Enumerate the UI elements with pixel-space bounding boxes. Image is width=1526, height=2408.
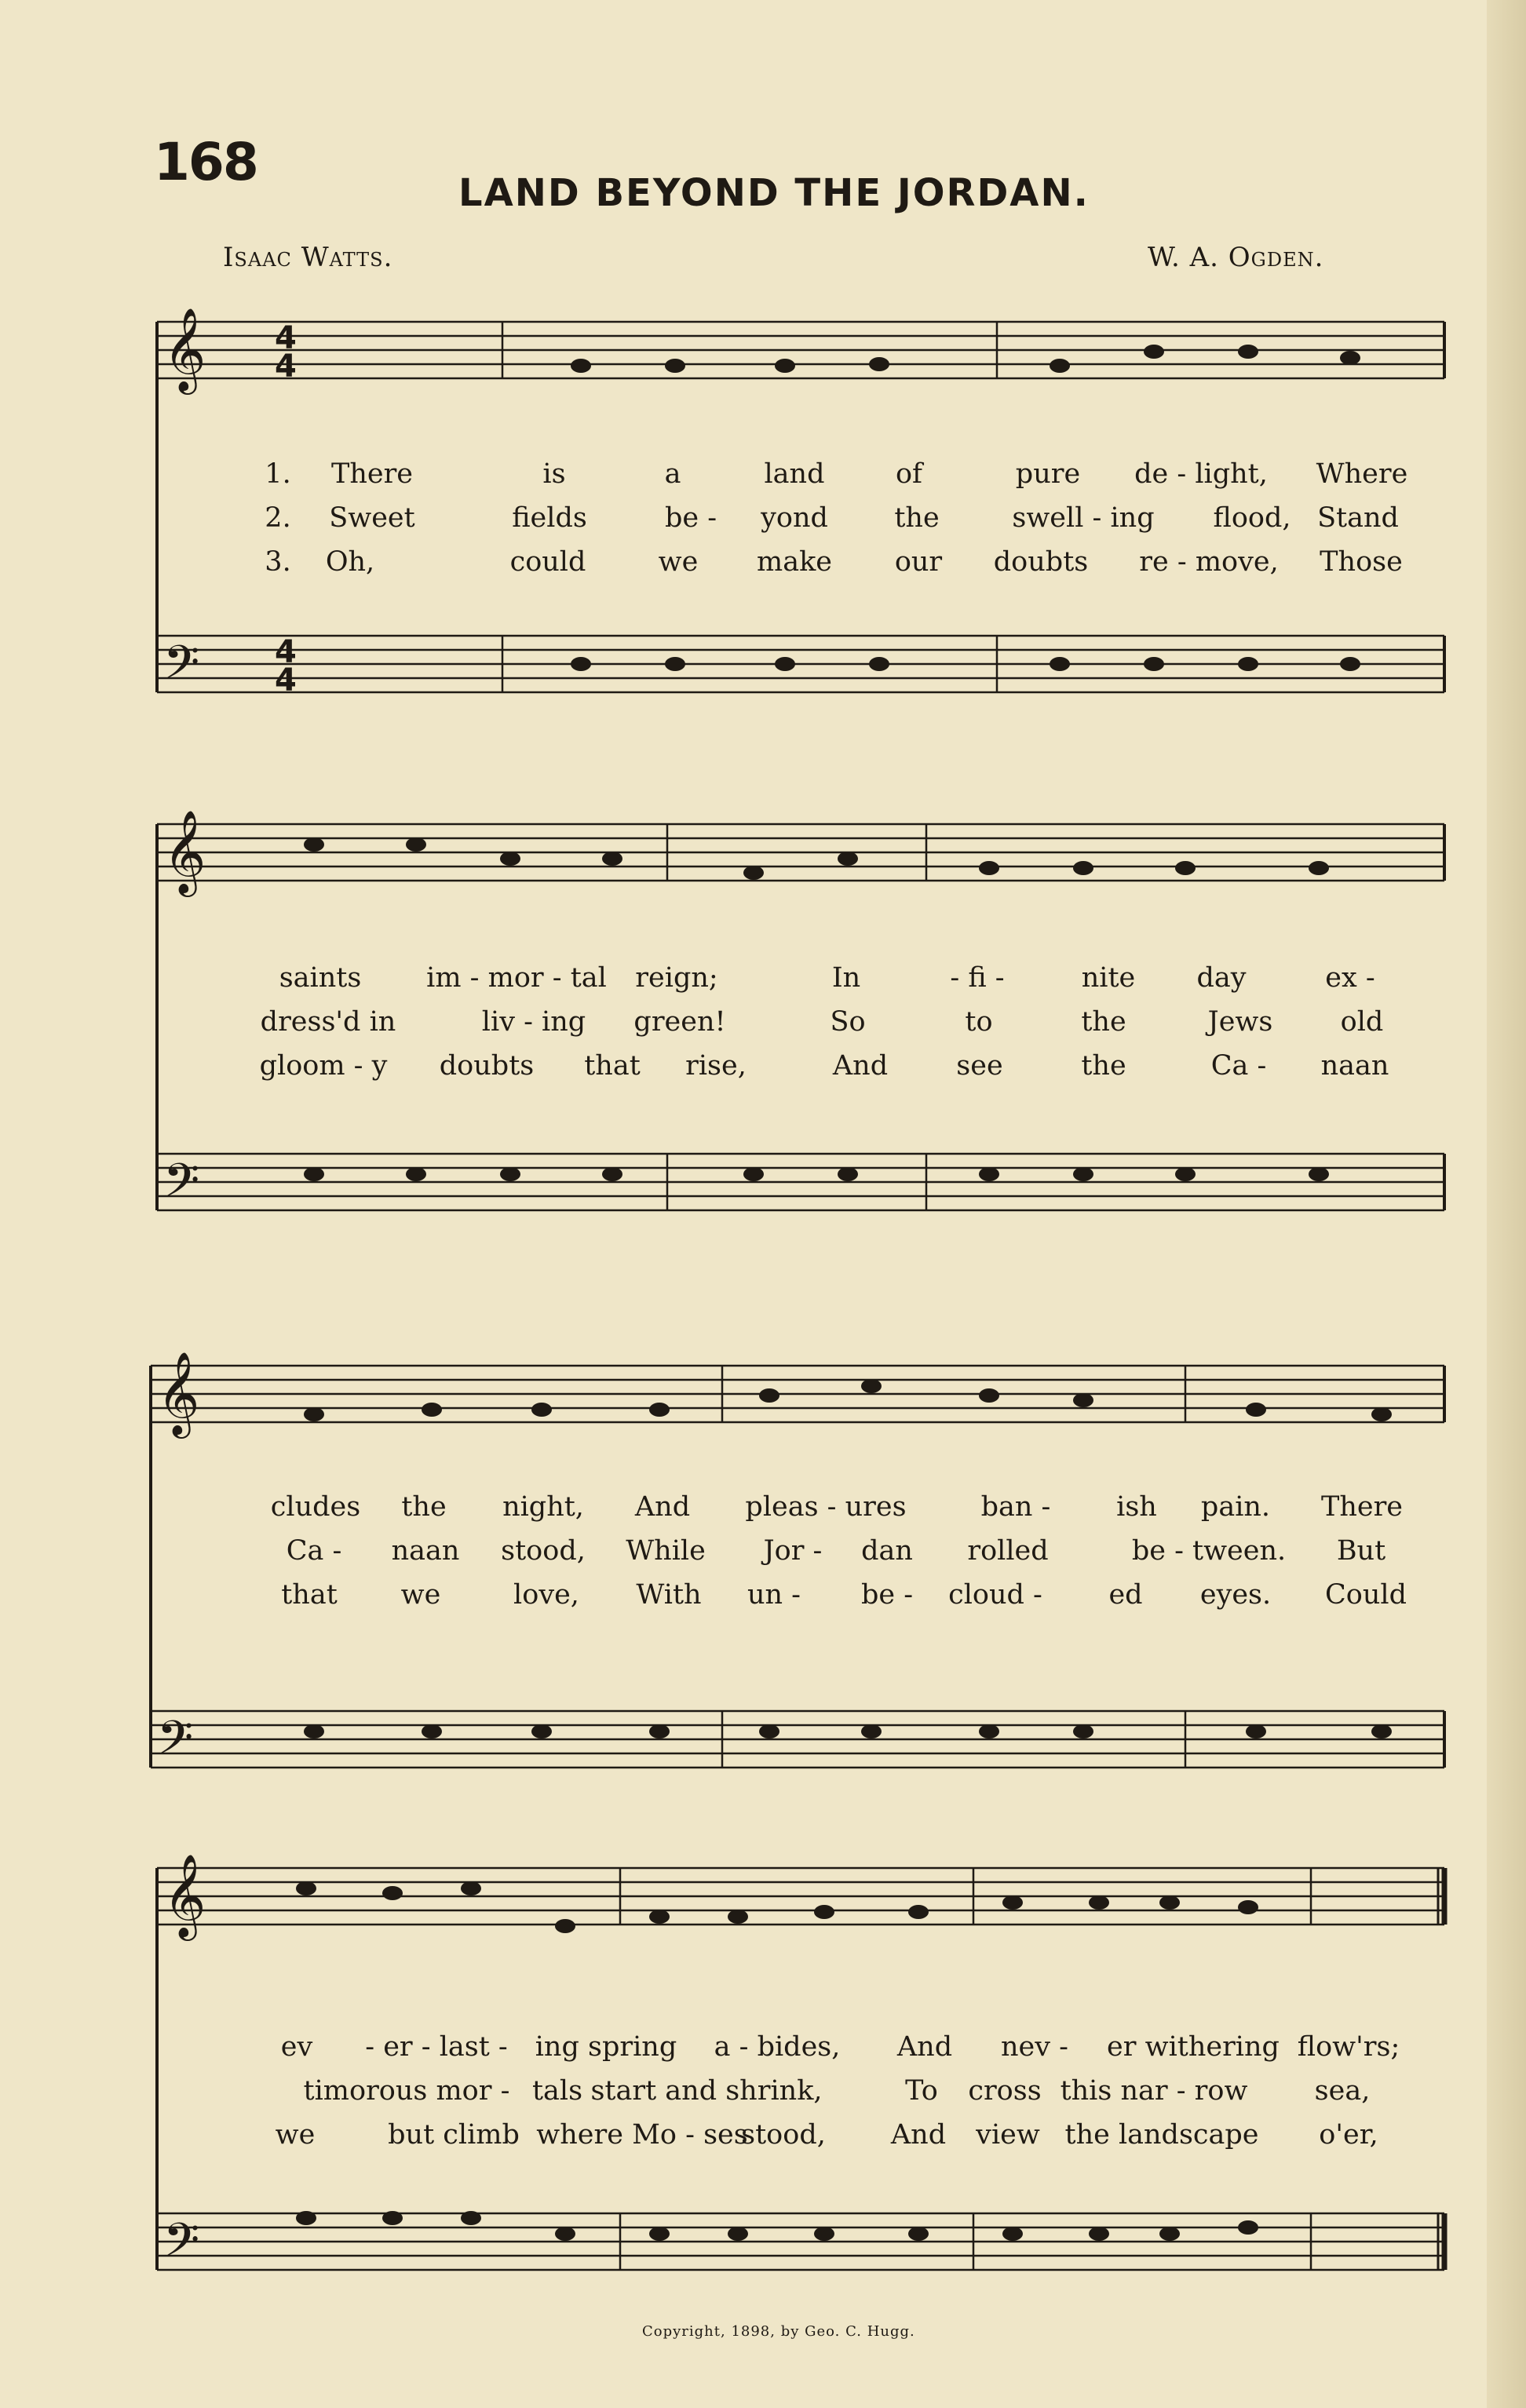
lyric-syllable: the landscape [1064,2119,1259,2151]
lyric-syllable: ed [1108,1579,1143,1611]
lyric-syllable: de - light, [1134,458,1268,490]
lyric-syllable: cloud - [948,1579,1042,1611]
lyric-syllable: re - move, [1139,546,1279,578]
lyric-syllable: 2. [265,502,291,534]
lyric-syllable: And [634,1491,691,1523]
lyric-syllable: Could [1325,1579,1407,1611]
lyricist-credit: Isaac Watts. [223,242,393,273]
lyric-syllable: we [400,1579,441,1611]
lyric-syllable: 3. [265,546,291,578]
lyric-syllable: but climb [388,2119,520,2151]
lyric-syllable: this nar - row [1060,2075,1248,2107]
lyric-syllable: Jor - [763,1535,823,1567]
lyric-syllable: rise, [685,1050,747,1082]
lyric-syllable: be - [860,1579,914,1611]
lyric-syllable: stood, [741,2119,826,2151]
svg-text:4: 4 [275,348,297,385]
lyric-syllable: To [905,2075,938,2107]
svg-text:𝄞: 𝄞 [163,307,206,391]
lyric-syllable: ev [280,2031,313,2063]
lyric-syllable: view [976,2119,1040,2151]
svg-text:𝄢: 𝄢 [163,2213,200,2278]
lyric-syllable: flood, [1213,502,1291,534]
svg-text:𝄢: 𝄢 [163,1153,200,1219]
lyric-syllable: the [1081,1006,1126,1038]
copyright-notice: Copyright, 1898, by Geo. C. Hugg. [642,2323,915,2340]
lyric-syllable: liv - ing [481,1006,586,1038]
lyric-syllable: nev - [1001,2031,1068,2063]
lyric-syllable: There [1320,1491,1404,1523]
lyric-syllable: In [831,962,861,994]
lyric-syllable: cross [968,2075,1042,2107]
lyric-syllable: dress'd in [260,1006,396,1038]
lyric-syllable: pure [1015,458,1081,490]
music-system-3 [141,1342,1460,1797]
lyric-syllable: stood, [501,1535,586,1567]
lyric-syllable: saints [279,962,362,994]
lyric-syllable: un - [747,1579,801,1611]
lyric-syllable: naan [1320,1050,1389,1082]
svg-text:𝄞: 𝄞 [163,809,206,893]
lyric-syllable: start and shrink, [590,2075,823,2107]
svg-text:𝄞: 𝄞 [163,1853,206,1937]
lyric-syllable: Ca - [286,1535,342,1567]
lyric-syllable: land [764,458,825,490]
lyric-syllable: im - mor - tal [426,962,607,994]
composer-credit: W. A. Ogden. [1148,242,1324,273]
lyric-syllable: ex - [1325,962,1375,994]
lyric-syllable: Stand [1317,502,1399,534]
lyric-syllable: - er - last - [365,2031,508,2063]
lyric-syllable: And [896,2031,953,2063]
lyric-syllable: doubts [993,546,1089,578]
lyric-syllable: gloom - y [259,1050,388,1082]
lyric-syllable: But [1336,1535,1386,1567]
lyric-syllable: eyes. [1199,1579,1272,1611]
lyric-syllable: ban - [980,1491,1051,1523]
svg-text:4: 4 [275,320,297,356]
lyric-syllable: could [509,546,586,578]
lyric-syllable: timorous mor - [303,2075,510,2107]
lyric-syllable: reign; [635,962,718,994]
lyric-syllable: sea, [1314,2075,1371,2107]
svg-text:𝄢: 𝄢 [157,1710,194,1776]
lyric-syllable: green! [633,1006,726,1038]
lyric-syllable: day [1196,962,1247,994]
lyric-syllable: And [890,2119,947,2151]
lyric-syllable: pleas - ures [745,1491,907,1523]
lyric-syllable: to [965,1006,993,1038]
page-edge [1487,0,1526,2408]
lyric-syllable: the [1081,1050,1126,1082]
lyric-syllable: the [401,1491,447,1523]
hymn-title: LAND BEYOND THE JORDAN. [458,171,1090,215]
lyric-syllable: Sweet [329,502,415,534]
lyric-syllable: make [757,546,832,578]
lyric-syllable: cludes [270,1491,361,1523]
svg-text:4: 4 [275,662,297,699]
lyric-syllable: dan [861,1535,913,1567]
lyric-syllable: yond [761,502,828,534]
lyric-syllable: fields [512,502,587,534]
lyric-syllable: night, [502,1491,584,1523]
svg-text:4: 4 [275,634,297,670]
lyric-syllable: tals [531,2075,583,2107]
lyric-syllable: our [894,546,943,578]
lyric-syllable: see [956,1050,1003,1082]
lyric-syllable: be - tween. [1131,1535,1287,1567]
lyric-syllable: nite [1081,962,1136,994]
lyric-syllable: There [330,458,414,490]
lyric-syllable: doubts [439,1050,535,1082]
lyric-syllable: Ca - [1210,1050,1267,1082]
svg-text:𝄞: 𝄞 [157,1351,200,1435]
lyric-syllable: ing spring [535,2031,677,2063]
lyric-syllable: the [894,502,940,534]
lyric-syllable: be - [664,502,717,534]
lyric-syllable: rolled [967,1535,1049,1567]
lyric-syllable: o'er, [1319,2119,1378,2151]
lyric-syllable: that [584,1050,641,1082]
page-number: 168 [154,132,257,192]
svg-text:𝄢: 𝄢 [163,635,200,701]
lyric-syllable: And [832,1050,889,1082]
lyric-syllable: pain. [1200,1491,1271,1523]
lyric-syllable: Where [1316,458,1408,490]
lyric-syllable: With [636,1579,702,1611]
lyric-syllable: a - bides, [714,2031,841,2063]
lyric-syllable: So [830,1006,866,1038]
lyric-syllable: Jews [1207,1006,1273,1038]
lyric-syllable: - fi - [950,962,1005,994]
lyric-syllable: 1. [265,458,291,490]
lyric-syllable: we [658,546,699,578]
lyric-syllable: love, [513,1579,579,1611]
lyric-syllable: where Mo - ses [536,2119,748,2151]
lyric-syllable: er withering [1107,2031,1280,2063]
lyric-syllable: a [664,458,681,490]
lyric-syllable: naan [391,1535,460,1567]
lyric-syllable: that [281,1579,338,1611]
lyric-syllable: of [895,458,923,490]
lyric-syllable: ish [1116,1491,1157,1523]
lyric-syllable: we [275,2119,316,2151]
lyric-syllable: swell - ing [1012,502,1155,534]
lyric-syllable: flow'rs; [1297,2031,1400,2063]
lyric-syllable: While [626,1535,706,1567]
lyric-syllable: Oh, [325,546,375,578]
lyric-syllable: old [1340,1006,1384,1038]
lyric-syllable: is [542,458,566,490]
lyric-syllable: Those [1320,546,1403,578]
